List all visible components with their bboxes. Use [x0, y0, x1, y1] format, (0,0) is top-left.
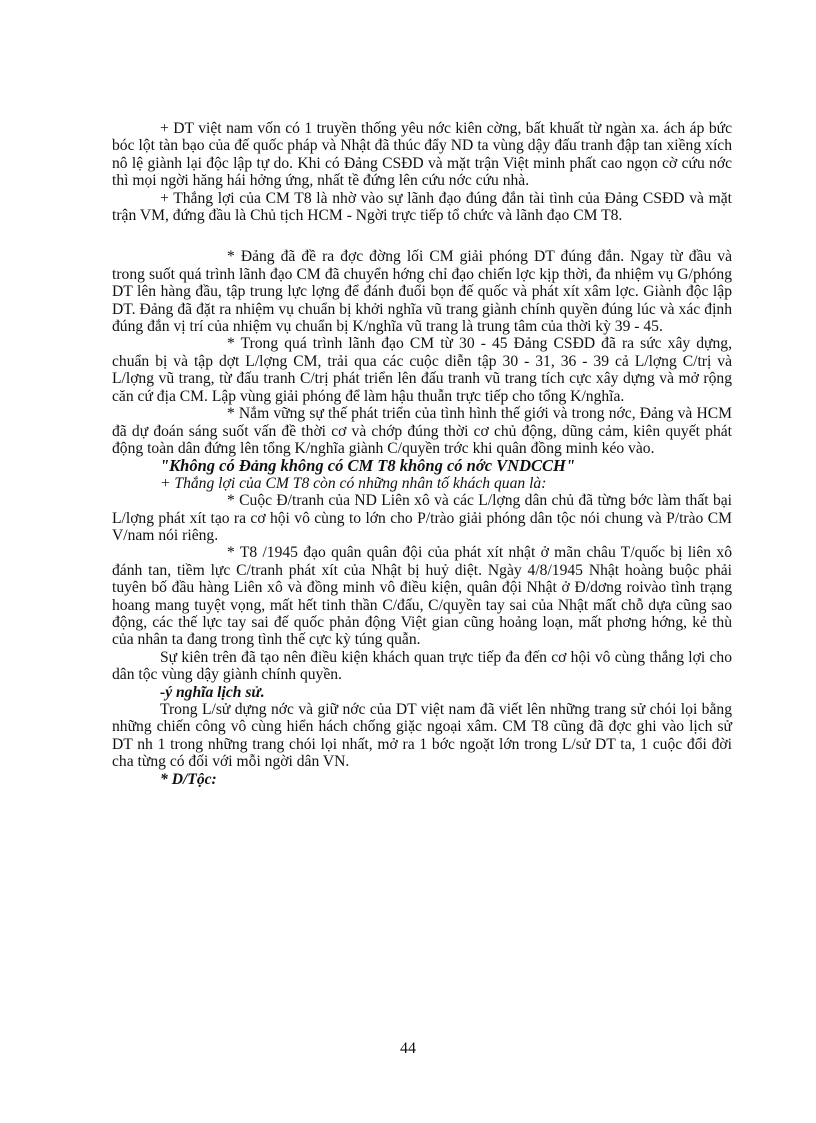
paragraph-objective-factors: + Thắng lợi của CM T8 còn có những nhân tố khách quan là:: [160, 474, 547, 492]
section-heading-historical-significance: -ý nghĩa lịch sử.: [160, 683, 265, 701]
paragraph-significance: Trong L/sử dựng nớc và giữ nớc của DT việt nam đã viết lên những trang sử chói lọi bằng những chiến công vô cùng hiển hách chống giặc ngoại xâm. CM T8 cũng đã đợc ghi vào lịch sử DT nh 1 trong những trang chói lọi nhất, mở ra 1 bớc ngoặt lớn trong L/sử DT ta, 1 cuộc đổi đời cha từng có đối với mỗi ngời dân VN.: [112, 701, 732, 771]
paragraph-correct-line: * Đảng đã đề ra đợc đờng lối CM giải phóng DT đúng đắn. Ngay từ đầu và trong suốt quá trình lãnh đạo CM đã chuyển hớng chỉ đạo chiến lợc kịp thời, đa nhiệm vụ G/phóng DT lên hàng đầu, tập trung lực lợng để đánh đuổi bọn đế quốc và phát xít xâm lợc. Giành độc lập DT. Đảng đã đặt ra nhiệm vụ chuẩn bị khởi nghĩa vũ trang giành chính quyền đúng lúc và xác định đúng đắn vị trí của nhiệm vụ chuẩn bị K/nghĩa vũ trang là trung tâm của thời kỳ 39 - 45.: [112, 248, 732, 336]
page-number: 44: [400, 1040, 416, 1057]
paragraph-preparation: * Trong quá trình lãnh đạo CM từ 30 - 45 Đảng CSĐD đã ra sức xây dựng, chuẩn bị và tập dợt L/lợng CM, trải qua các cuộc diễn tập 30 - 31, 36 - 39 cả L/lợng C/trị và L/lợng vũ trang, từ đấu tranh C/trị phát triển lên đấu tranh vũ trang tích cực xây dựng và mở rộng căn cứ địa CM. Lập vùng giải phóng để làm hậu thuẫn trực tiếp cho tổng K/nghĩa.: [112, 335, 732, 405]
paragraph-tradition: + DT việt nam vốn có 1 truyền thống yêu nớc kiên cờng, bất khuất từ ngàn xa. ách áp bức bóc lột tàn bạo của đế quốc pháp và Nhật đã thúc đẩy ND ta vùng dậy đấu tranh đập tan xiềng xích nô lệ giành lại độc lập tự do. Khi có Đảng CSĐD và mặt trận Việt minh phất cao ngọn cờ cứu nớc thì mọi ngời hăng hái hởng ứng, nhất tề đứng lên cứu nớc cứu nhà.: [112, 120, 732, 190]
paragraph-gap: [112, 224, 732, 248]
slogan-quote: "Không có Đảng không có CM T8 không có nớc VNDCCH": [160, 456, 575, 476]
paragraph-soviet-struggle: * Cuộc Đ/tranh của ND Liên xô và các L/lợng dân chủ đã từng bớc làm thất bại L/lợng phát xít tạo ra cơ hội vô cùng to lớn cho P/trào giải phóng dân tộc nói chung và P/trào CM V/nam nói riêng.: [112, 492, 732, 544]
subheading-nation: * D/Tộc:: [160, 770, 217, 788]
document-body: [112, 120, 732, 788]
paragraph-japan-defeat: * T8 /1945 đạo quân quân đội của phát xít nhật ở mãn châu T/quốc bị liên xô đánh tan, tiềm lực C/tranh phát xít của Nhật bị huỷ diệt. Ngày 4/8/1945 Nhật hoàng buộc phải tuyên bố đầu hàng Liên xô và đồng minh vô điều kiện, quân đội Nhật ở Đ/dơng roivào tình trạng hoang mang tuyệt vọng, mất hết tinh thần C/đấu, C/quyền tay sai của Nhật mất chỗ dựa cũng sao động, các thế lực tay sai đế quốc phản động Việt gian cũng hoảng loạn, mất phơng hớng, kẻ thù của nhân ta đang trong tình thế cực kỳ túng quẫn.: [112, 544, 732, 649]
paragraph-opportunity: * Nắm vững sự thế phát triển của tình hình thế giới và trong nớc, Đảng và HCM đã dự đoán sáng suốt vấn đề thời cơ và chớp đúng thời cơ chủ động, dũng cảm, kiên quyết phát động toàn dân đứng lên tổng K/nghĩa giành C/quyền trớc khi quân đồng minh kéo vào.: [112, 405, 732, 457]
paragraph-conclusion: Sự kiên trên đã tạo nên điều kiện khách quan trực tiếp đa đến cơ hội vô cùng thắng lợi cho dân tộc vùng dậy giành chính quyền.: [112, 648, 732, 684]
paragraph-leadership: + Thắng lợi của CM T8 là nhờ vào sự lãnh đạo đúng đắn tài tình của Đảng CSĐD và mặt trận VM, đứng đầu là Chủ tịch HCM - Ngời trực tiếp tổ chức và lãnh đạo CM T8.: [112, 189, 732, 225]
